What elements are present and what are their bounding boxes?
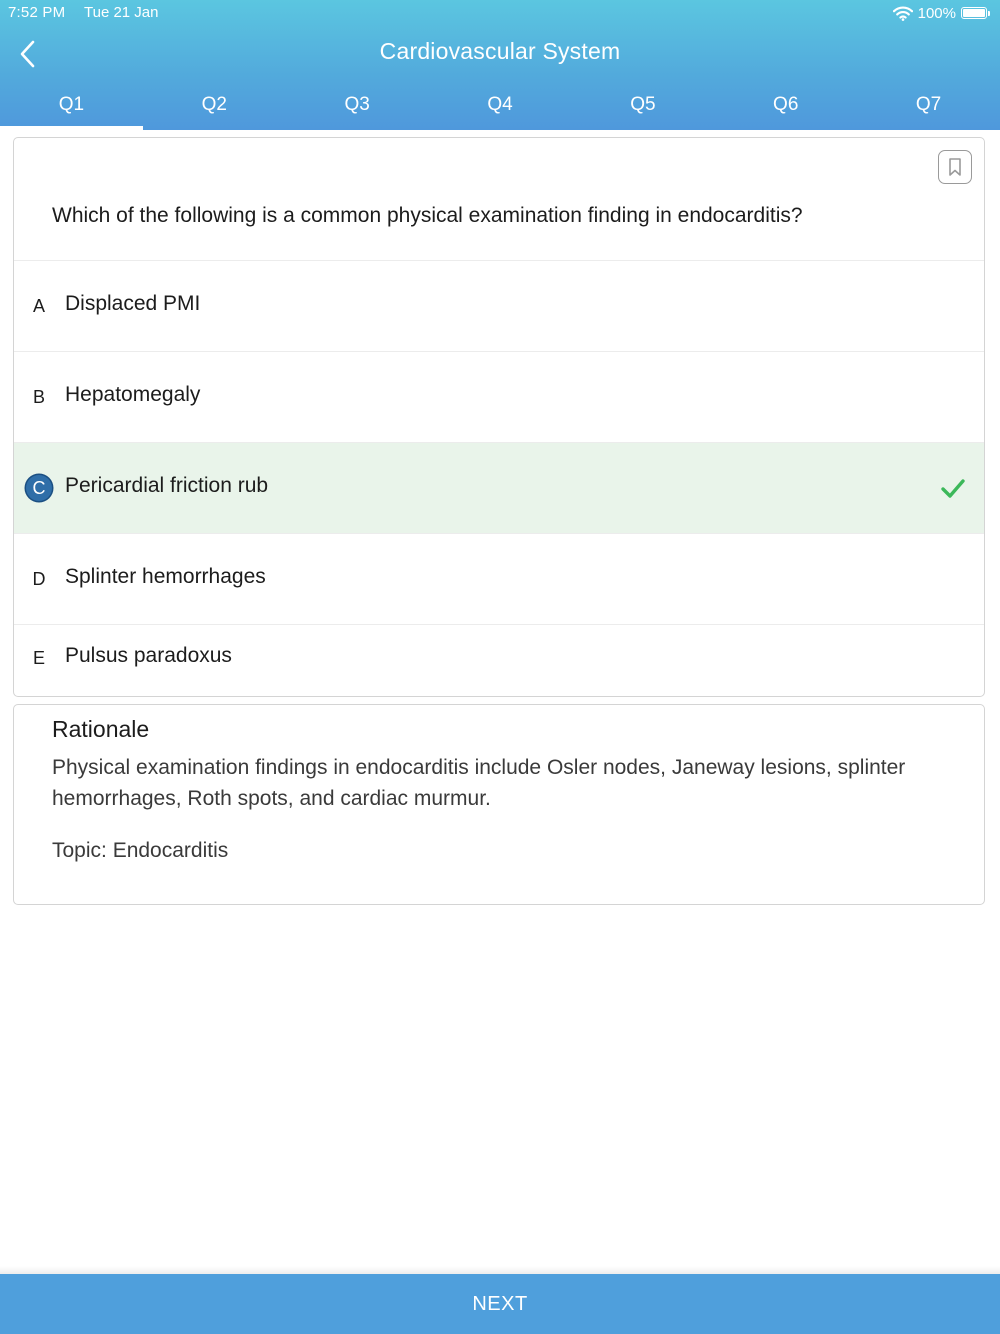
answer-options (14, 260, 984, 697)
battery-icon (961, 7, 987, 19)
check-icon (940, 476, 966, 500)
option-c[interactable] (14, 442, 984, 533)
option-letter: D (32, 569, 46, 589)
bookmark-button[interactable] (938, 150, 972, 184)
tab-q5[interactable]: Q5 (630, 94, 656, 115)
battery-level (963, 9, 985, 17)
rationale-card (13, 704, 985, 905)
option-b[interactable] (14, 351, 984, 442)
option-e[interactable] (14, 624, 984, 697)
page-title: Cardiovascular System (379, 38, 621, 64)
option-text: Hepatomegaly (65, 383, 201, 406)
tab-q3[interactable]: Q3 (344, 94, 370, 115)
tab-q7[interactable]: Q7 (915, 94, 942, 115)
status-bar (0, 0, 1000, 26)
option-text: Displaced PMI (65, 292, 201, 315)
tab-q1[interactable]: Q1 (0, 80, 143, 130)
battery-tip (988, 11, 990, 16)
rationale-title: Rationale (52, 716, 150, 742)
app-header (0, 0, 1000, 130)
status-time: 7:52 PM (8, 4, 66, 21)
next-button[interactable]: NEXT (0, 1274, 1000, 1334)
question-card (13, 137, 985, 697)
tab-q2[interactable]: Q2 (201, 94, 227, 115)
option-text: Pericardial friction rub (65, 474, 269, 497)
bookmark-icon (939, 151, 971, 183)
topic-label: Topic: Endocarditis (52, 839, 229, 862)
battery-percent: 100% (917, 4, 956, 22)
status-date: Tue 21 Jan (84, 4, 159, 21)
tab-q6[interactable]: Q6 (773, 94, 799, 115)
tab-q4[interactable]: Q4 (487, 94, 513, 115)
footer-divider (0, 1266, 1000, 1274)
option-text: Pulsus paradoxus (65, 644, 232, 667)
question-tabs (0, 80, 1000, 130)
option-letter: B (32, 387, 45, 407)
option-d[interactable] (14, 533, 984, 624)
option-a[interactable] (14, 260, 984, 351)
wifi-icon (893, 6, 913, 21)
option-letter: A (32, 296, 45, 316)
status-indicators (893, 3, 990, 23)
option-text: Splinter hemorrhages (65, 565, 266, 588)
rationale-text: Physical examination findings in endocarditis include Osler nodes, Janeway lesions, splinter hemorrhages, Roth spots, and cardiac murmur. (52, 756, 906, 810)
option-letter: E (32, 648, 45, 668)
option-letter-selected: C (26, 475, 52, 501)
question-text: Which of the following is a common physical examination finding in endocarditis? (52, 204, 803, 227)
